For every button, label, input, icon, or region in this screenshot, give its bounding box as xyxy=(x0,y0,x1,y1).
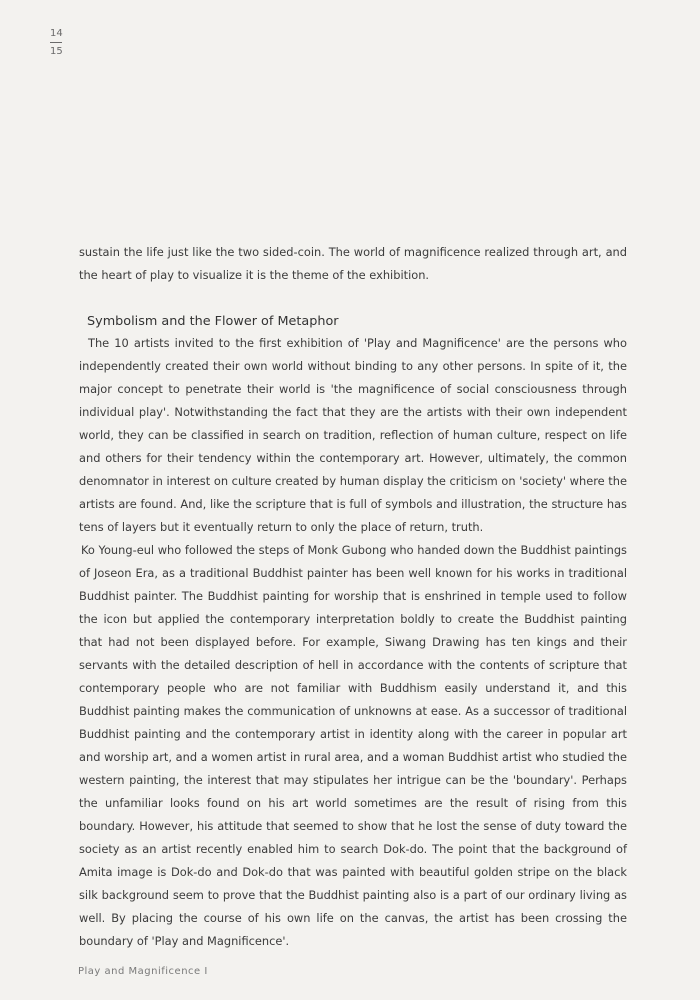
intro-paragraph: sustain the life just like the two sided-coin. The world of magnificence realized through art, and the heart of play to visualize it is the theme of the exhibition. xyxy=(79,245,627,282)
body-paragraph: Ko Young-eul who followed the steps of Monk Gubong who handed down the Buddhist paintings of Joseon Era, as a traditional Buddhist painter has been well known for his works in traditional Buddhist painter. The Buddhist painting for worship that is enshrined in temple used to follow the icon but applied the contemporary interpretation boldly to create the Buddhist painting that had not been displayed before. For example, Siwang Drawing has ten kings and their servants with the detailed description of hell in accordance with the contents of scripture that contemporary people who are not familiar with Buddhism easily understand it, and this Buddhist painting makes the communication of unknowns at ease. As a successor of traditional Buddhist painting and the contemporary artist in identity along with the career in popular art and worship art, and a women artist in rural area, and a woman Buddhist artist who studied the western painting, the interest that may stipulates her intrigue can be the 'boundary'. Perhaps the unfamiliar looks found on his art world sometimes are the result of rising from this boundary. However, his attitude that seemed to show that he lost the sense of duty toward the society as an artist recently enabled him to search Dok-do. The point that the background of Amita image is Dok-do and Dok-do that was painted with beautiful golden stripe on the black silk background seem to prove that the Buddhist painting also is a part of our ordinary living as well. By placing the course of his own life on the canvas, the artist has been crossing the boundary of 'Play and Magnificence'. xyxy=(79,543,627,948)
section-heading: Symbolism and the Flower of Metaphor xyxy=(87,314,339,329)
page-numbers xyxy=(50,27,63,59)
article-body xyxy=(79,241,627,953)
page-number-current: 14 xyxy=(50,27,62,43)
page-number-next: 15 xyxy=(50,46,63,57)
body-paragraph: The 10 artists invited to the first exhibition of 'Play and Magnificence' are the persons who independently created their own world without binding to any other persons. In spite of it, the major concept to penetrate their world is 'the magnificence of social consciousness through individual play'. Notwithstanding the fact that they are the artists with their own independent world, they can be classified in search on tradition, reflection of human culture, respect on life and others for their tendency within the contemporary art. However, ultimately, the common denomnator in interest on culture created by human display the criticism on 'society' where the artists are found. And, like the scripture that is full of symbols and illustration, the structure has tens of layers but it eventually return to only the place of return, truth. xyxy=(79,336,627,534)
running-footer: Play and Magnificence I xyxy=(78,966,208,977)
